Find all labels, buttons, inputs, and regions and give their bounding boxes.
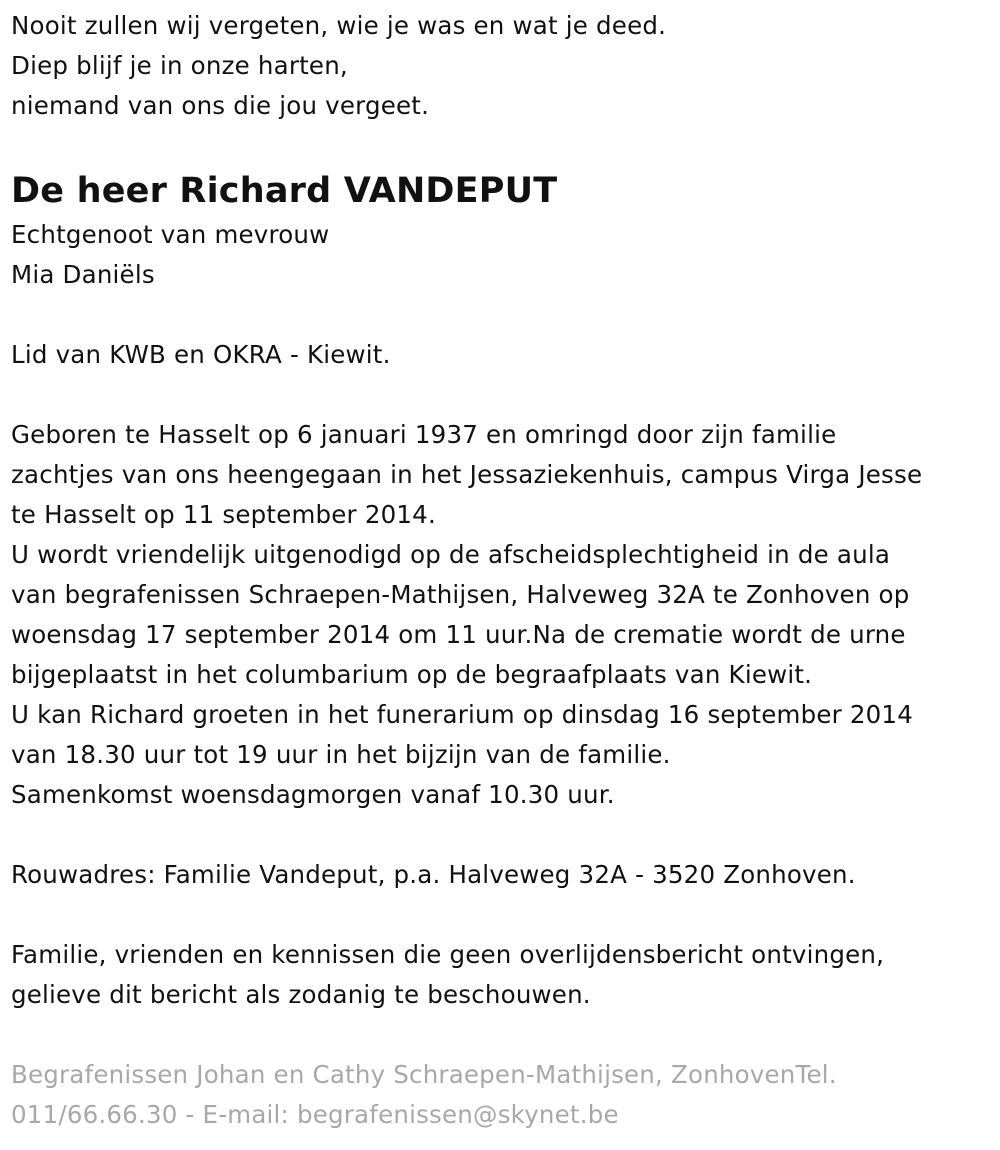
obituary-notice bbox=[11, 6, 986, 1135]
spouse-line: Echtgenoot van mevrouw bbox=[11, 220, 330, 249]
spacer bbox=[11, 895, 986, 935]
detail-line: te Hasselt op 11 september 2014. bbox=[11, 500, 436, 529]
footer-line: Begrafenissen Johan en Cathy Schraepen-Mathijsen, ZonhovenTel. bbox=[11, 1060, 837, 1089]
poem-line: Diep blijf je in onze harten, bbox=[11, 51, 348, 80]
footer-line: 011/66.66.30 - E-mail: begrafenissen@skynet.be bbox=[11, 1100, 619, 1129]
deceased-name: De heer Richard VANDEPUT bbox=[11, 171, 558, 211]
poem-line: Nooit zullen wij vergeten, wie je was en wat je deed. bbox=[11, 11, 667, 40]
detail-line: U kan Richard groeten in het funerarium op dinsdag 16 september 2014 bbox=[11, 700, 914, 729]
spacer bbox=[11, 375, 986, 415]
detail-line: woensdag 17 september 2014 om 11 uur.Na de crematie wordt de urne bbox=[11, 620, 906, 649]
funeral-home-footer bbox=[11, 1055, 986, 1135]
funeral-details bbox=[11, 415, 986, 815]
membership: Lid van KWB en OKRA - Kiewit. bbox=[11, 340, 391, 369]
spacer bbox=[11, 815, 986, 855]
notice bbox=[11, 935, 986, 1015]
detail-line: U wordt vriendelijk uitgenodigd op de afscheidsplechtigheid in de aula bbox=[11, 540, 891, 569]
detail-line: van 18.30 uur tot 19 uur in het bijzijn van de familie. bbox=[11, 740, 671, 769]
notice-line: Familie, vrienden en kennissen die geen overlijdensbericht ontvingen, bbox=[11, 940, 885, 969]
detail-line: zachtjes van ons heengegaan in het Jessaziekenhuis, campus Virga Jesse bbox=[11, 460, 923, 489]
detail-line: Samenkomst woensdagmorgen vanaf 10.30 uur. bbox=[11, 780, 615, 809]
spacer bbox=[11, 1015, 986, 1055]
mourning-address: Rouwadres: Familie Vandeput, p.a. Halveweg 32A - 3520 Zonhoven. bbox=[11, 860, 856, 889]
spouse-info bbox=[11, 215, 986, 295]
spacer bbox=[11, 295, 986, 335]
poem-line: niemand van ons die jou vergeet. bbox=[11, 91, 430, 120]
detail-line: Geboren te Hasselt op 6 januari 1937 en omringd door zijn familie bbox=[11, 420, 837, 449]
detail-line: van begrafenissen Schraepen-Mathijsen, Halveweg 32A te Zonhoven op bbox=[11, 580, 910, 609]
detail-line: bijgeplaatst in het columbarium op de begraafplaats van Kiewit. bbox=[11, 660, 813, 689]
poem bbox=[11, 6, 986, 126]
spouse-line: Mia Daniëls bbox=[11, 260, 155, 289]
notice-line: gelieve dit bericht als zodanig te beschouwen. bbox=[11, 980, 591, 1009]
